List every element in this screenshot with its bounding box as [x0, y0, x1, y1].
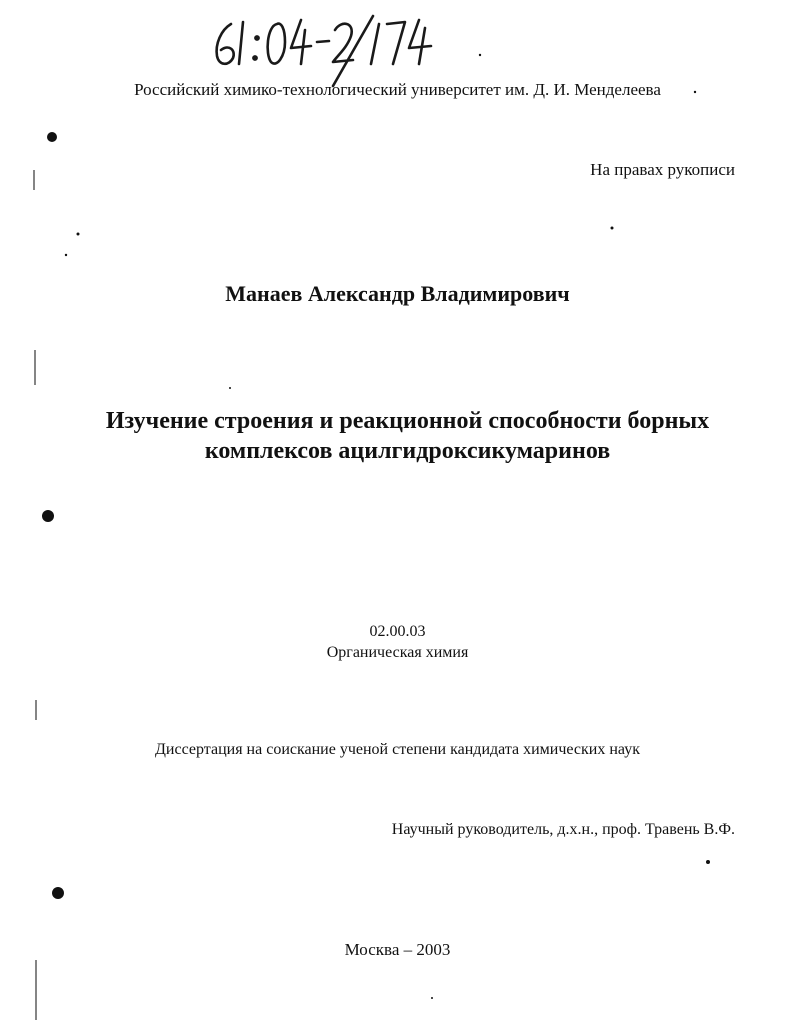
manuscript-note: На правах рукописи — [590, 160, 735, 179]
city-year: Москва – 2003 — [344, 940, 451, 959]
specialty-name: Органическая химия — [326, 644, 469, 661]
speck — [611, 227, 614, 230]
speck — [431, 997, 433, 999]
speck — [65, 254, 67, 256]
speck — [52, 887, 64, 899]
dissertation-title — [60, 406, 755, 466]
specialty-code: 02.00.03 — [369, 623, 426, 640]
speck — [77, 233, 80, 236]
author-name: Манаев Александр Владимирович — [225, 281, 570, 306]
title-line-2: комплексов ацилгидроксикумаринов — [204, 438, 611, 464]
degree-statement: Диссертация на соискание ученой степени кандидата химических наук — [155, 741, 640, 758]
handwritten-archive-number — [205, 10, 445, 90]
speck — [42, 510, 54, 522]
supervisor: Научный руководитель, д.х.н., проф. Травень В.Ф. — [391, 821, 735, 838]
speck — [47, 132, 57, 142]
speck — [706, 860, 710, 864]
speck — [479, 54, 481, 56]
university-name: Российский химико-технологический университет им. Д. И. Менделеева — [134, 80, 661, 99]
title-line-1: Изучение строения и реакционной способности борных — [105, 408, 710, 434]
speck — [229, 387, 231, 389]
